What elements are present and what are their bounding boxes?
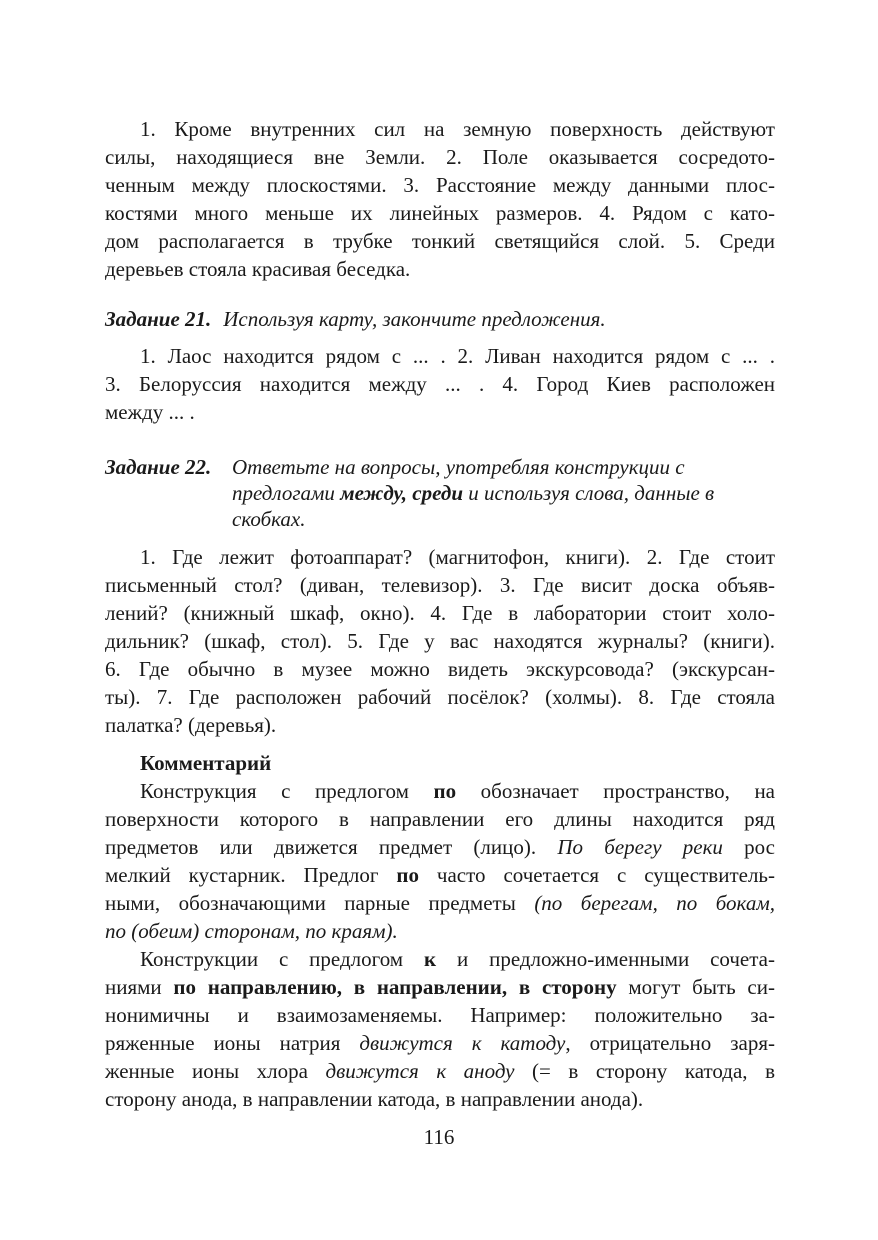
task-label: Задание 22. [105, 455, 212, 479]
text-line [105, 946, 775, 973]
text-line: деревьев стояла красивая беседка. [105, 257, 411, 281]
text-line: 1. Где лежит фотоаппарат? (магнитофон, книги). 2. Где стоит [140, 545, 775, 569]
text-line: ты). 7. Где расположен рабочий посёлок? (холмы). 8. Где стояла [105, 685, 775, 709]
text-span: предметов или движется предмет (лицо). [105, 835, 558, 859]
text-line: ченным между плоскостями. 3. Расстояние между данными плос- [105, 173, 775, 197]
text-line: 1. Лаос находится рядом с ... . 2. Ливан находится рядом с ... . [140, 344, 775, 368]
text-span: и используя слова, данные в [463, 481, 715, 505]
text-span: рос [722, 835, 776, 859]
commentary-heading: Комментарий [140, 751, 272, 775]
text-span: мелкий кустарник. Предлог [105, 863, 397, 887]
task-instruction-line [105, 480, 775, 507]
task-22-heading [105, 454, 775, 481]
text-line: дом располагается в трубке тонкий светящийся слой. 5. Среди [105, 229, 775, 253]
text-line: силы, находящиеся вне Земли. 2. Поле оказывается сосредото- [105, 145, 775, 169]
text-line [105, 862, 775, 889]
text-span: (= в сторону катода, в [514, 1059, 775, 1083]
text-line: по (обеим) сторонам, по краям). [105, 919, 398, 943]
text-span: могут быть си- [616, 975, 775, 999]
emphasis: по направлению, в направлении, в сторону [173, 975, 617, 999]
text-span: ряженные ионы натрия [105, 1031, 360, 1055]
text-span: часто сочетается с существитель- [419, 863, 775, 887]
task-instruction: Используя карту, закончите предложения. [223, 307, 606, 331]
text-line: 1. Кроме внутренних сил на земную поверхность действуют [140, 117, 775, 141]
emphasis: между, среди [340, 481, 463, 505]
text-line: дильник? (шкаф, стол). 5. Где у вас находятся журналы? (книги). [105, 629, 775, 653]
text-line [105, 1058, 775, 1085]
text-line: нонимичны и взаимозаменяемы. Например: положительно за- [105, 1003, 775, 1027]
example-italic: (по берегам, по бокам, [534, 891, 776, 915]
text-line [105, 890, 775, 917]
text-line [105, 834, 775, 861]
text-line: лений? (книжный шкаф, окно). 4. Где в лаборатории стоит холо- [105, 601, 775, 625]
text-span: предлогами [232, 481, 341, 505]
task-21-heading [105, 306, 775, 333]
text-line: костями много меньше их линейных размеров. 4. Рядом с като- [105, 201, 775, 225]
text-line [105, 1030, 775, 1057]
text-line: 3. Белоруссия находится между ... . 4. Город Киев расположен [105, 372, 775, 396]
page-number: 116 [423, 1125, 455, 1149]
emphasis: по [396, 863, 420, 887]
text-span: , отрицательно заря- [565, 1031, 775, 1055]
text-span: обозначает пространство, на [456, 779, 776, 803]
emphasis: по [433, 779, 457, 803]
text-line: 6. Где обычно в музее можно видеть экскурсовода? (экскурсан- [105, 657, 775, 681]
task-label: Задание 21. [105, 307, 212, 331]
text-span: ниями [105, 975, 174, 999]
example-italic: движутся к катоду [359, 1031, 566, 1055]
task-instruction-line: скобках. [232, 507, 306, 531]
text-span: ными, обозначающими парные предметы [105, 891, 535, 915]
text-span: женные ионы хлора [105, 1059, 326, 1083]
text-line: сторону анода, в направлении катода, в направлении анода). [105, 1087, 644, 1111]
text-line [105, 974, 775, 1001]
text-line [105, 778, 775, 805]
emphasis: к [423, 947, 437, 971]
example-italic: движутся к аноду [325, 1059, 515, 1083]
text-span: Конструкция с предлогом [140, 779, 434, 803]
text-span: и предложно-именными сочета- [436, 947, 775, 971]
text-line: палатка? (деревья). [105, 713, 277, 737]
example-italic: По берегу реки [557, 835, 723, 859]
task-instruction: Ответьте на вопросы, употребляя конструкции с [232, 455, 685, 479]
text-line: письменный стол? (диван, телевизор). 3. Где висит доска объяв- [105, 573, 775, 597]
text-line: поверхности которого в направлении его длины находится ряд [105, 807, 775, 831]
text-line: между ... . [105, 400, 195, 424]
text-span: Конструкции с предлогом [140, 947, 424, 971]
